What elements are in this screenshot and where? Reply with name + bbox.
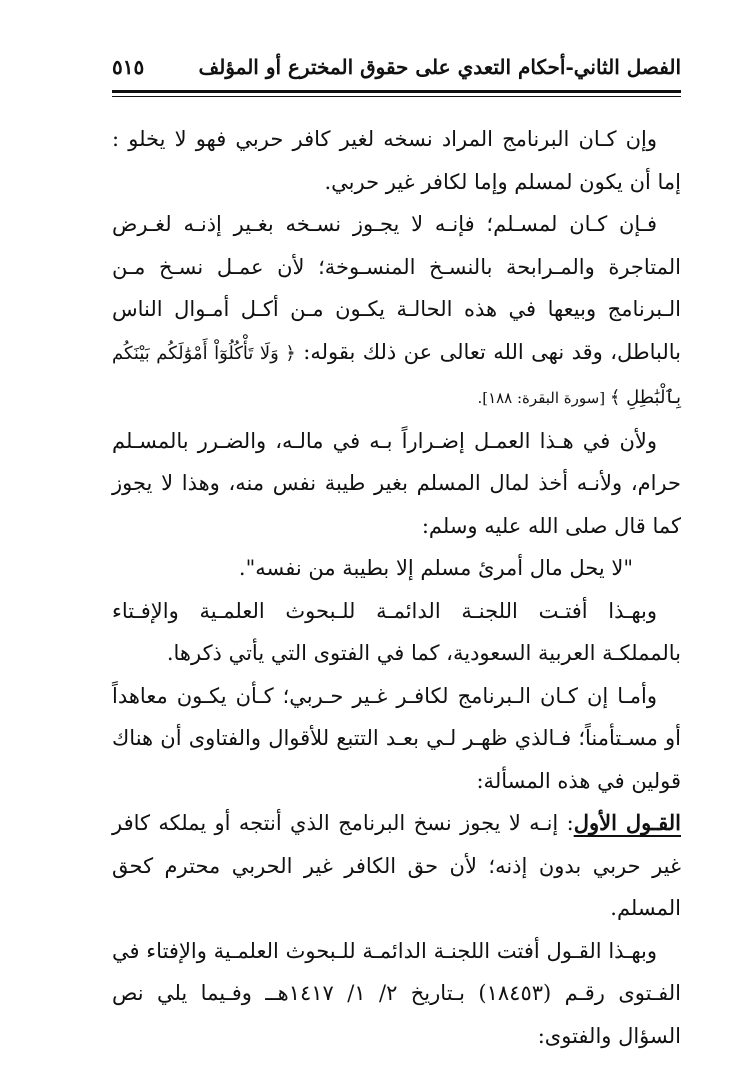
body-text bbox=[112, 118, 681, 1057]
first-opinion-heading: القـول الأول bbox=[573, 810, 681, 835]
quran-verse: ﴿ وَلَا تَأْكُلُوٓاْ أَمْوَٰلَكُم بَيْنَكُم بِٱلْبَٰطِلِ ﴾ bbox=[112, 342, 681, 408]
paragraph-6: وأمـا إن كـان الـبرنامج لكافـر غـير حـربي؛ كـأن يكـون معاهداً أو مسـتأمناً؛ فـالذي ظهـر لـي بعـد التتبع للأقوال والفتاوى أن هناك قولين في هذه المسألة: bbox=[112, 683, 681, 793]
paragraph-5: وبهـذا أفتـت اللجنـة الدائمـة للـبحوث العلمـية والإفـتاء بالمملكـة العربية السعودية، كما في الفتوى التي يأتي ذكرها. bbox=[112, 598, 681, 665]
paragraph-7 bbox=[112, 802, 681, 930]
header-rule-thick bbox=[112, 90, 681, 93]
paragraph-7-text: : إنـه لا يجوز نسخ البرنامج الذي أنتجه أو يملكه كافر غير حربي بدون إذنه؛ لأن حق الكافر غير الحربي محترم كحق المسلم. bbox=[112, 811, 681, 920]
page-number: ٥١٥ bbox=[112, 55, 145, 79]
paragraph-8: وبهـذا القـول أفتت اللجنـة الدائمـة للـبحوث العلمـية والإفتاء في الفـتوى رقـم (١٨٤٥٣) بـتاريخ ٢/ ١/ ١٤١٧هــ وفـيما يلي نص السؤال والفتوى: bbox=[112, 938, 681, 1048]
paragraph-2 bbox=[112, 203, 681, 420]
header-rule-thin bbox=[112, 96, 681, 97]
paragraph-1: وإن كـان البرنامج المراد نسخه لغير كافر حربي فهو لا يخلو : إما أن يكون لمسلم وإما لكافر غير حربي. bbox=[112, 127, 681, 194]
paragraph-2-text: فـإن كـان لمسـلم؛ فإنـه لا يجـوز نسـخه بغـير إذنـه لغـرض المتاجرة والمـرابحة بالنسـخ المنسـوخة؛ لأن عمـل نسـخ مـن الـبرنامج وبيعها في هذه الحالـة يكـون مـن أكـل أمـوال الناس بالباطل، وقد نهى الله تعالى عن ذلك بقوله: bbox=[112, 212, 681, 364]
hadith-quote: "لا يحل مال أمرئ مسلم إلا بطيبة من نفسه". bbox=[238, 556, 633, 580]
quran-citation: [سورة البقرة: ١٨٨]. bbox=[477, 389, 610, 407]
paragraph-3: ولأن في هـذا العمـل إضـراراً بـه في مالـه، والضـرر بالمسـلم حرام، ولأنـه أخذ لمال المسلم بغير طيبة نفس منه، وهذا لا يجوز كما قال صلى الله عليه وسلم: bbox=[112, 428, 681, 538]
chapter-title: الفصل الثاني-أحكام التعدي على حقوق المخترع أو المؤلف bbox=[198, 55, 681, 79]
page-header bbox=[112, 52, 681, 92]
